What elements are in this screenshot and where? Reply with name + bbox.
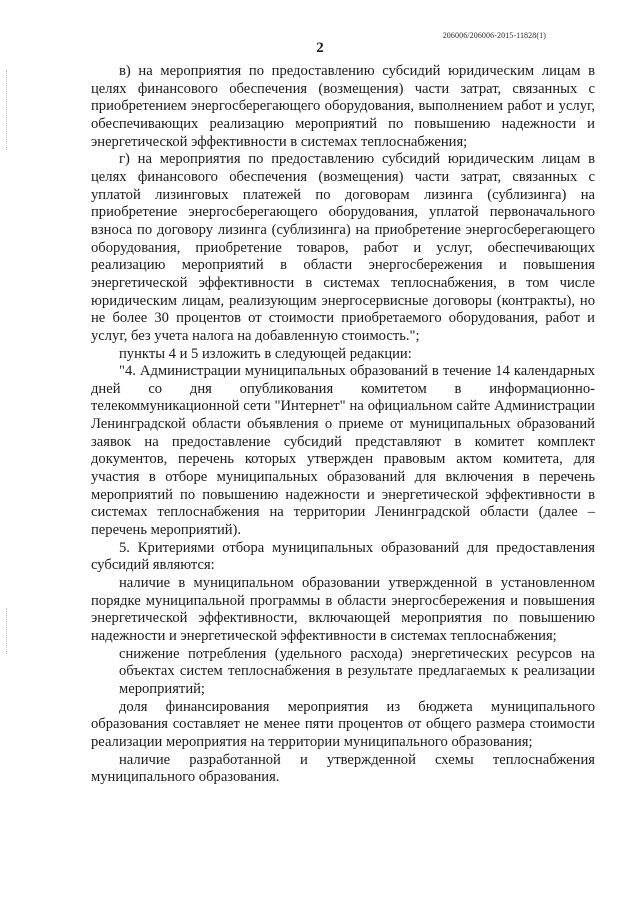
paragraph-amendment-intro: пункты 4 и 5 изложить в следующей редакции: — [119, 345, 412, 362]
criterion-program: наличие в муниципальном образовании утвержденной в установленном порядке муниципальной программы в области энергосбережения и повышения энергетической эффективности, включающей мероприятия по повышению надежности и энергетической эффективности в системах теплоснабжения; — [91, 575, 595, 644]
scan-margin-mark — [6, 608, 13, 654]
criterion-heat-scheme: наличие разработанной и утвержденной схемы теплоснабжения муниципального образования. — [91, 751, 595, 786]
document-id: 206006/206006-2015-11828(1) — [442, 31, 546, 40]
document-body — [91, 63, 595, 787]
paragraph-point-4: "4. Администрации муниципальных образований в течение 14 календарных дней со дня опубликования комитетом в информационно-телекоммуникационной сети "Интернет" на официальном сайте Администрации Ленинградской области объявления о приеме от муниципальных образований заявок на предоставление субсидий представляют в комитет комплект документов, перечень которых утвержден правовым актом комитета, для участия в отборе муниципальных образований для включения в перечень мероприятий по повышению надежности и энергетической эффективности в системах теплоснабжения на территории Ленинградской области (далее – перечень мероприятий). — [91, 363, 595, 539]
scan-margin-mark — [6, 70, 13, 150]
paragraph-item-v: в) на мероприятия по предоставлению субсидий юридическим лицам в целях финансового обеспечения (возмещения) части затрат, связанных с приобретением энергосберегающего оборудования, выполнением работ и услуг, обеспечивающих реализацию мероприятий по повышению надежности и энергетической эффективности в системах теплоснабжения; — [91, 63, 595, 150]
criterion-consumption: снижение потребления (удельного расхода) энергетических ресурсов на объектах систем теплоснабжения в результате предлагаемых к реализации мероприятий; — [119, 645, 595, 697]
page-number: 2 — [316, 40, 324, 56]
paragraph-item-g: г) на мероприятия по предоставлению субсидий юридическим лицам в целях финансового обеспечения (возмещения) части затрат, связанных с уплатой лизинговых платежей по договорам лизинга (сублизинга) на приобретение энергосберегающего оборудования, уплатой первоначального взноса по договору лизинга (сублизинга) на приобретение энергосберегающего оборудования, приобретение товаров, работ и услуг, обеспечивающих реализацию мероприятий в области энергосбережения и повышения энергетической эффективности в системах теплоснабжения, в том числе юридическим лицам, реализующим энергосервисные договоры (контракты), но не более 30 процентов от стоимости приобретаемого оборудования, работ и услуг, без учета налога на добавленную стоимость."; — [91, 151, 595, 344]
paragraph-point-5: 5. Критериями отбора муниципальных образований для предоставления субсидий являются: — [91, 539, 595, 574]
criterion-financing: доля финансирования мероприятия из бюджета муниципального образования составляет не менее пяти процентов от общего размера стоимости реализации мероприятия на территории муниципального образования; — [91, 698, 595, 750]
